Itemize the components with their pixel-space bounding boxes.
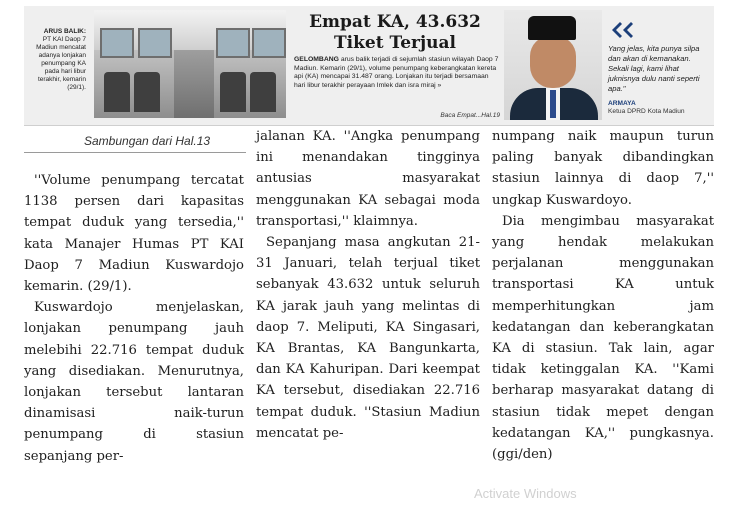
paragraph: numpang naik maupun turun paling banyak dibandingkan stasiun lainnya di daop 7,'' ungkap Kuswardoyo. (492, 129, 714, 208)
pull-quote-text: Yang jelas, kita punya silpa dan akan di kemanakan. Sekali lagi, kami lihat juknisnya dulu nanti seperti apa." (608, 44, 700, 93)
paragraph: jalanan KA. ''Angka penumpang ini menandakan tingginya antusias masyarakat menggunakan KA sebagai moda transportasi,'' klaimnya. (256, 129, 480, 229)
divider-line (24, 152, 246, 153)
photo-aisle (174, 50, 214, 118)
photo-caption-tag: ARUS BALIK: (43, 28, 86, 35)
photo-seat (220, 72, 246, 112)
photo-window (216, 28, 250, 58)
continue-link[interactable]: Baca Empat...Hal.19 (440, 112, 500, 119)
headline-teaser (294, 56, 500, 90)
photo-caption-text: PT KAI Daop 7 Madiun mencatat adanya lonjakan penumpang KA pada hari libur terakhir, kemarin (29/1). (36, 36, 86, 91)
paragraph: ''Volume penumpang tercatat 1138 persen dari kapasitas tempat duduk yang tersedia,'' kata Manajer Humas PT KAI Daop 7 Madiun Kuswardojo kemarin. (29/1). (24, 173, 244, 295)
portrait-tie (550, 90, 556, 118)
paragraph: Dia mengimbau masyarakat yang hendak melakukan perjalanan menggunakan transportasi KA untuk memperhitungkan jam kedatangan dan keberangkatan KA di stasiun. Tak lain, agar tidak ketinggalan KA. ''Kami berharap masyarakat datang di stasiun tidak mepet dengan kedatangan KA,'' pungkasnya. (ggi/den) (492, 213, 714, 463)
train-interior-photo (94, 10, 286, 118)
article-column-2 (256, 126, 480, 444)
teaser-dateline: GELOMBANG (294, 56, 339, 63)
photo-caption (30, 28, 86, 92)
paragraph: Kuswardojo menjelaskan, lonjakan penumpang jauh melebihi 22.716 tempat duduk yang disediakan. Menurutnya, lonjakan tersebut lantaran dinamisasi naik-turun penumpang di stasiun sepanjang per- (24, 300, 244, 464)
photo-window (138, 28, 172, 58)
portrait-photo (504, 10, 602, 120)
activate-windows-watermark: Activate Windows (474, 486, 577, 501)
photo-window (252, 28, 286, 58)
photo-seat (104, 72, 130, 112)
portrait-face (530, 36, 576, 88)
photo-seat (134, 72, 160, 112)
article-column-3 (492, 126, 714, 465)
headline-title: Empat KA, 43.632 Tiket Terjual (309, 12, 481, 53)
paragraph: Sepanjang masa angkutan 21-31 Januari, telah terjual tiket sebanyak 43.632 untuk seluruh KA jarak jauh yang melintas di daop 7. Meliputi, KA Singasari, KA Brantas, KA Bangunkarta, dan KA Kahuripan. Dari keempat KA tersebut, disediakan 22.716 tempat duduk. ''Stasiun Madiun mencatat pe- (256, 235, 480, 441)
quote-mark-icon (610, 18, 636, 38)
continuation-label: Sambungan dari Hal.13 (84, 134, 211, 148)
portrait-cap (528, 16, 576, 40)
pull-quote-role: Ketua DPRD Kota Madiun (608, 108, 685, 115)
teaser-text: arus balik terjadi di sejumlah stasiun wilayah Daop 7 Madiun. Kemarin (29/1), volume penumpang keberangkatan kereta api (KA) mencapai 31.487 orang. Lonjakan itu terjadi bersamaan hari libur terakhir perayaan Imlek dan isra miraj » (294, 56, 499, 89)
pull-quote-name: ARMAYA (608, 100, 636, 107)
pull-quote-attribution (608, 100, 712, 116)
photo-window (100, 28, 134, 58)
photo-seat (250, 72, 276, 112)
article-column-1 (24, 170, 244, 467)
